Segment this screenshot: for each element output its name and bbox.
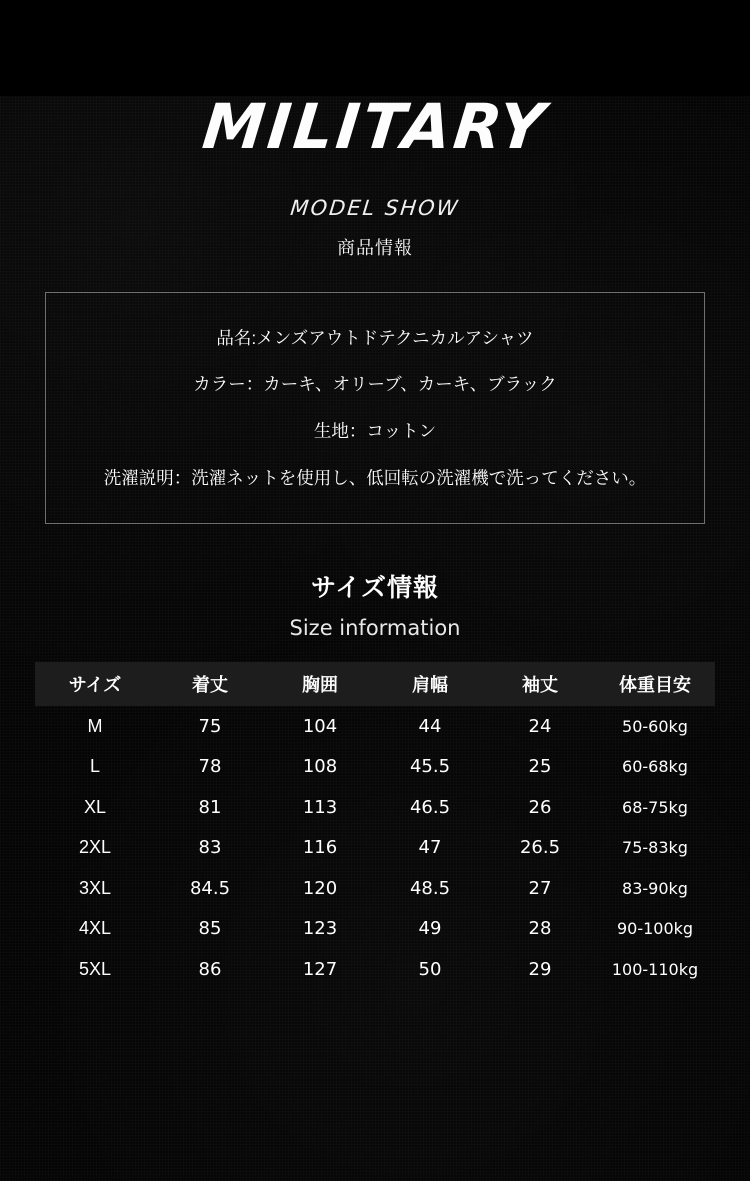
size-chart-table: [35, 662, 715, 990]
cell-sleeve: 26: [528, 796, 552, 818]
product-info-box: [45, 292, 705, 524]
cell-sleeve: 24: [528, 715, 552, 737]
size-section-heading-en: Size information: [289, 616, 461, 640]
table-row: [35, 868, 715, 909]
cell-chest: 123: [302, 918, 338, 940]
cell-length: 85: [198, 918, 222, 940]
cell-size: 2XL: [78, 837, 112, 858]
cell-weight: 60-68kg: [622, 757, 688, 777]
cell-weight: 83-90kg: [622, 878, 688, 898]
cell-sleeve: 27: [528, 877, 552, 899]
cell-chest: 108: [302, 756, 338, 778]
column-header-shoulder: 肩幅: [375, 662, 485, 706]
product-info-line: カラー：カーキ、オリーブ、カーキ、ブラック: [193, 374, 557, 395]
column-header-length: 着丈: [155, 662, 265, 706]
cell-size: 5XL: [78, 958, 112, 979]
column-header-size: サイズ: [35, 662, 155, 706]
cell-chest: 113: [302, 796, 338, 818]
cell-length: 81: [198, 796, 222, 818]
cell-length: 86: [198, 958, 222, 980]
cell-sleeve: 28: [528, 918, 552, 940]
cell-sleeve: 29: [528, 958, 552, 980]
cell-shoulder: 46.5: [409, 796, 451, 818]
cell-size: 4XL: [78, 918, 112, 939]
cell-size: XL: [83, 796, 107, 817]
cell-shoulder: 50: [418, 958, 442, 980]
cell-shoulder: 45.5: [409, 756, 451, 778]
cell-size: L: [89, 756, 100, 777]
cell-shoulder: 47: [418, 837, 442, 859]
brand-subtitle-en: MODEL SHOW: [289, 196, 461, 220]
cell-weight: 90-100kg: [616, 919, 694, 939]
cell-chest: 116: [302, 837, 338, 859]
cell-length: 78: [198, 756, 222, 778]
cell-sleeve: 26.5: [519, 837, 561, 859]
cell-chest: 104: [302, 715, 338, 737]
cell-chest: 127: [302, 958, 338, 980]
table-row: [35, 949, 715, 990]
cell-shoulder: 48.5: [409, 877, 451, 899]
cell-length: 84.5: [189, 877, 231, 899]
product-info-line: 品名:メンズアウトドテクニカルアシャツ: [216, 327, 534, 348]
cell-weight: 100-110kg: [611, 959, 699, 979]
cell-weight: 68-75kg: [622, 797, 688, 817]
table-row: [35, 787, 715, 828]
size-section-heading: サイズ情報: [310, 574, 439, 602]
cell-weight: 75-83kg: [622, 838, 688, 858]
product-info-line: 生地：コットン: [313, 421, 437, 441]
cell-size: 3XL: [78, 877, 112, 898]
table-row: [35, 828, 715, 869]
table-row: [35, 747, 715, 788]
table-row: [35, 706, 715, 747]
table-row: [35, 909, 715, 950]
column-header-chest: 胸囲: [265, 662, 375, 706]
size-chart-header: [35, 662, 715, 706]
cell-shoulder: 49: [418, 918, 442, 940]
cell-size: M: [87, 715, 103, 736]
cell-weight: 50-60kg: [622, 716, 688, 736]
column-header-sleeve: 袖丈: [485, 662, 595, 706]
column-header-weight: 体重目安: [595, 662, 715, 706]
cell-sleeve: 25: [528, 756, 552, 778]
brand-subtitle-jp: 商品情報: [337, 238, 413, 258]
cell-chest: 120: [302, 877, 338, 899]
cell-length: 83: [198, 837, 222, 859]
size-chart-body: [35, 706, 715, 990]
cell-length: 75: [198, 715, 222, 737]
product-detail-page: [0, 90, 750, 1181]
product-info-line: 洗濯説明：洗濯ネットを使用し、低回転の洗濯機で洗ってください。: [103, 467, 647, 488]
brand-title: MILITARY: [199, 90, 551, 163]
table-header-row: [35, 662, 715, 706]
cell-shoulder: 44: [418, 715, 442, 737]
